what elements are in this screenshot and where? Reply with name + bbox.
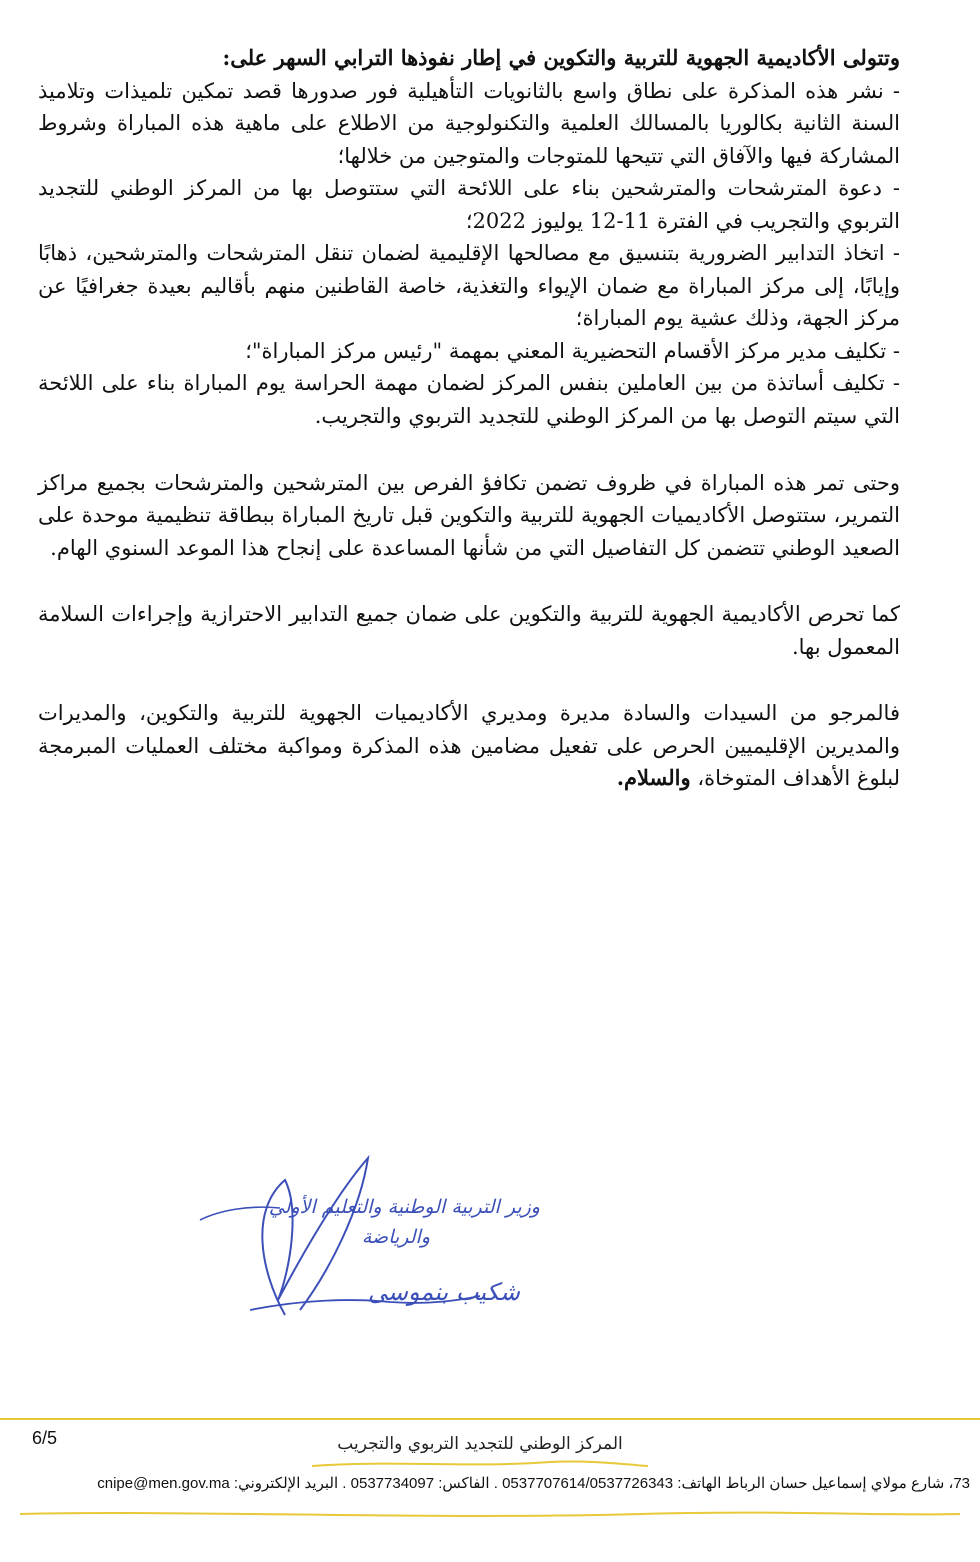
list-item: - اتخاذ التدابير الضرورية بتنسيق مع مصالحها الإقليمية لضمان تنقل المترشحات والمترشحين، ذهابًا وإيابًا، إلى مركز المباراة مع ضمان الإيواء والتغذية، خاصة القاطنين منهم بأقاليم بعيدة جغرافيًا عن مركز الجهة، وذلك عشية يوم المباراة؛ xyxy=(38,241,900,331)
paragraph-closing xyxy=(38,697,900,795)
signature-title-line1: وزير التربية الوطنية والتعليم الأولي xyxy=(268,1196,540,1218)
footer-divider xyxy=(0,1418,980,1420)
signature-block xyxy=(190,1150,550,1330)
footer-address: 73، شارع مولاي إسماعيل حسان الرباط الهاتف: 0537707614/0537726343 . الفاكس: 0537734097 . البريد الإلكتروني: cnipe@men.gov.ma xyxy=(97,1475,970,1492)
list-item: - تكليف مدير مركز الأقسام التحضيرية المعني بمهمة "رئيس مركز المباراة"؛ xyxy=(245,338,900,363)
list-item: - تكليف أساتذة من بين العاملين بنفس المركز لضمان مهمة الحراسة يوم المباراة بناء على اللائحة التي سيتم التوصل بها من المركز الوطني للتجديد التربوي والتجريب. xyxy=(38,371,900,429)
list-item: - دعوة المترشحات والمترشحين بناء على اللائحة التي ستتوصل بها من المركز الوطني للتجديد التربوي والتجريب في الفترة 11-12 يوليوز 2022؛ xyxy=(38,176,900,233)
closing-salutation: والسلام. xyxy=(616,765,691,791)
signature-name: شكيب بنموسى xyxy=(367,1278,520,1306)
footer-organization: المركز الوطني للتجديد التربوي والتجريب xyxy=(337,1434,623,1454)
footer-bottom-ornament-icon xyxy=(0,1508,980,1522)
closing-text: فالمرجو من السيدات والسادة مديرة ومديري الأكاديميات الجهوية للتربية والتكوين، والمديرات والمديرين الإقليميين الحرص على تفعيل مضامين هذه المذكرة ومواكبة مختلف العمليات المبرمجة لبلوغ الأهداف المتوخاة، xyxy=(38,701,900,791)
footer-ornament-icon xyxy=(310,1458,650,1470)
memo-body xyxy=(38,42,900,795)
paragraph-equal-opportunity: وحتى تمر هذه المباراة في ظروف تضمن تكافؤ الفرص بين المترشحين والمترشحات بجميع مراكز التمرير، ستتوصل الأكاديميات الجهوية للتربية والتكوين قبل تاريخ المباراة ببطاقة تنظيمية موحدة على الصعيد الوطني تتضمن كل التفاصيل التي من شأنها المساعدة على إنجاح هذا الموعد السنوي الهام. xyxy=(38,470,900,560)
section-heading: وتتولى الأكاديمية الجهوية للتربية والتكوين في إطار نفوذها الترابي السهر على: xyxy=(222,45,900,70)
signature-title-line2: والرياضة xyxy=(361,1226,430,1248)
paragraph-safety: كما تحرص الأكاديمية الجهوية للتربية والتكوين على ضمان جميع التدابير الاحترازية وإجراءات السلامة المعمول بها. xyxy=(38,602,900,659)
list-item: - نشر هذه المذكرة على نطاق واسع بالثانويات التأهيلية فور صدورها قصد تمكين تلميذات وتلاميذ السنة الثانية بكالوريا بالمسالك العلمية والتكنولوجية من الاطلاع على ماهية هذه المباراة وشروط المشاركة فيها والآفاق التي تتيحها للمتوجات والمتوجين من خلالها؛ xyxy=(38,78,900,168)
page-number: 6/5 xyxy=(32,1428,58,1448)
responsibilities-list xyxy=(38,75,900,433)
